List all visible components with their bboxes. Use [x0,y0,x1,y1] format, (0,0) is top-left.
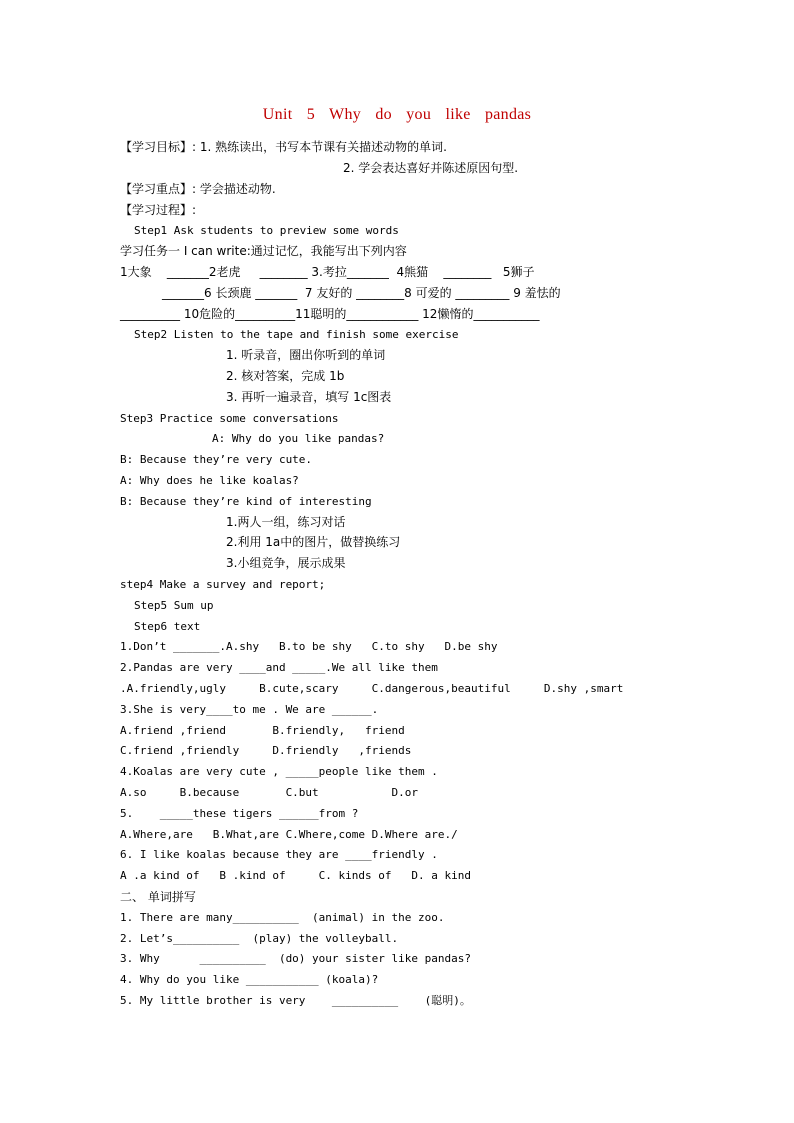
question-line: A.friend ,friend B.friendly, friend [120,724,405,737]
step1-heading: Step1 Ask students to preview some words [134,224,399,237]
spelling-item: 5. My little brother is very __________ (聪明)。 [120,994,471,1007]
step3-heading: Step3 Practice some conversations [120,412,339,425]
question-line: 4.Koalas are very cute , _____people like them . [120,765,438,778]
step5-heading: Step5 Sum up [134,599,214,612]
step2-item: 1. 听录音，圈出你听到的单词 [226,348,386,362]
question-line: 2.Pandas are very ____and _____.We all like them [120,661,438,674]
vocab-row-3: __________ 10危险的__________11聪明的____________ 12懒惰的___________ [120,307,540,321]
question-line: 5. _____these tigers ______from ? [120,807,359,820]
dialogue-line: B: Because they’re very cute. [120,453,313,466]
spelling-item: 2. Let’s__________ (play) the volleyball. [120,932,399,945]
vocab-row-2: _______6 长颈鹿 _______ 7 友好的 ________8 可爱的 _________ 9 羞怯的 [162,286,561,300]
spelling-item: 1. There are many__________ (animal) in the zoo. [120,911,445,924]
part2-heading: 二、 单词拼写 [120,890,196,904]
step4-heading: step4 Make a survey and report; [120,578,326,591]
question-line: 1.Don’t _______.A.shy B.to be shy C.to shy D.be shy [120,640,498,653]
step3-task: 2.利用 1a中的图片，做替换练习 [226,535,401,549]
task-one: 学习任务一 I can write:通过记忆，我能写出下列内容 [120,244,407,258]
learning-focus: 【学习重点】: 学会描述动物. [120,182,276,196]
vocab-row-1: 1大象 _______2老虎 ________ 3.考拉_______ 4熊猫 ________ 5狮子 [120,265,535,279]
dialogue-line: A: Why does he like koalas? [120,474,299,487]
page-title: Unit 5 Why do you like pandas [262,106,532,123]
dialogue-line: B: Because they’re kind of interesting [120,495,372,508]
step2-heading: Step2 Listen to the tape and finish some exercise [134,328,459,341]
question-line: A.so B.because C.but D.or [120,786,419,799]
question-line: 3.She is very____to me . We are ______. [120,703,379,716]
spelling-item: 3. Why __________ (do) your sister like pandas? [120,952,471,965]
spelling-item: 4. Why do you like ___________ (koala)? [120,973,379,986]
step3-task: 3.小组竞争，展示成果 [226,556,346,570]
dialogue-line: A: Why do you like pandas? [212,432,385,445]
step2-item: 2. 核对答案，完成 1b [226,369,345,383]
question-line: A .a kind of B .kind of C. kinds of D. a kind [120,869,471,882]
step2-item: 3. 再听一遍录音，填写 1c图表 [226,390,392,404]
question-line: C.friend ,friendly D.friendly ,friends [120,744,412,757]
step3-task: 1.两人一组，练习对话 [226,515,346,529]
learning-goal-1: 【学习目标】: 1. 熟练读出，书写本节课有关描述动物的单词. [120,140,447,154]
learning-process: 【学习过程】: [120,203,197,217]
step6-heading: Step6 text [134,620,201,633]
question-line: .A.friendly,ugly B.cute,scary C.dangerous,beautiful D.shy ,smart [120,682,624,695]
learning-goal-2: 2. 学会表达喜好并陈述原因句型. [343,161,519,175]
question-line: 6. I like koalas because they are ____friendly . [120,848,438,861]
question-line: A.Where,are B.What,are C.Where,come D.Where are./ [120,828,458,841]
